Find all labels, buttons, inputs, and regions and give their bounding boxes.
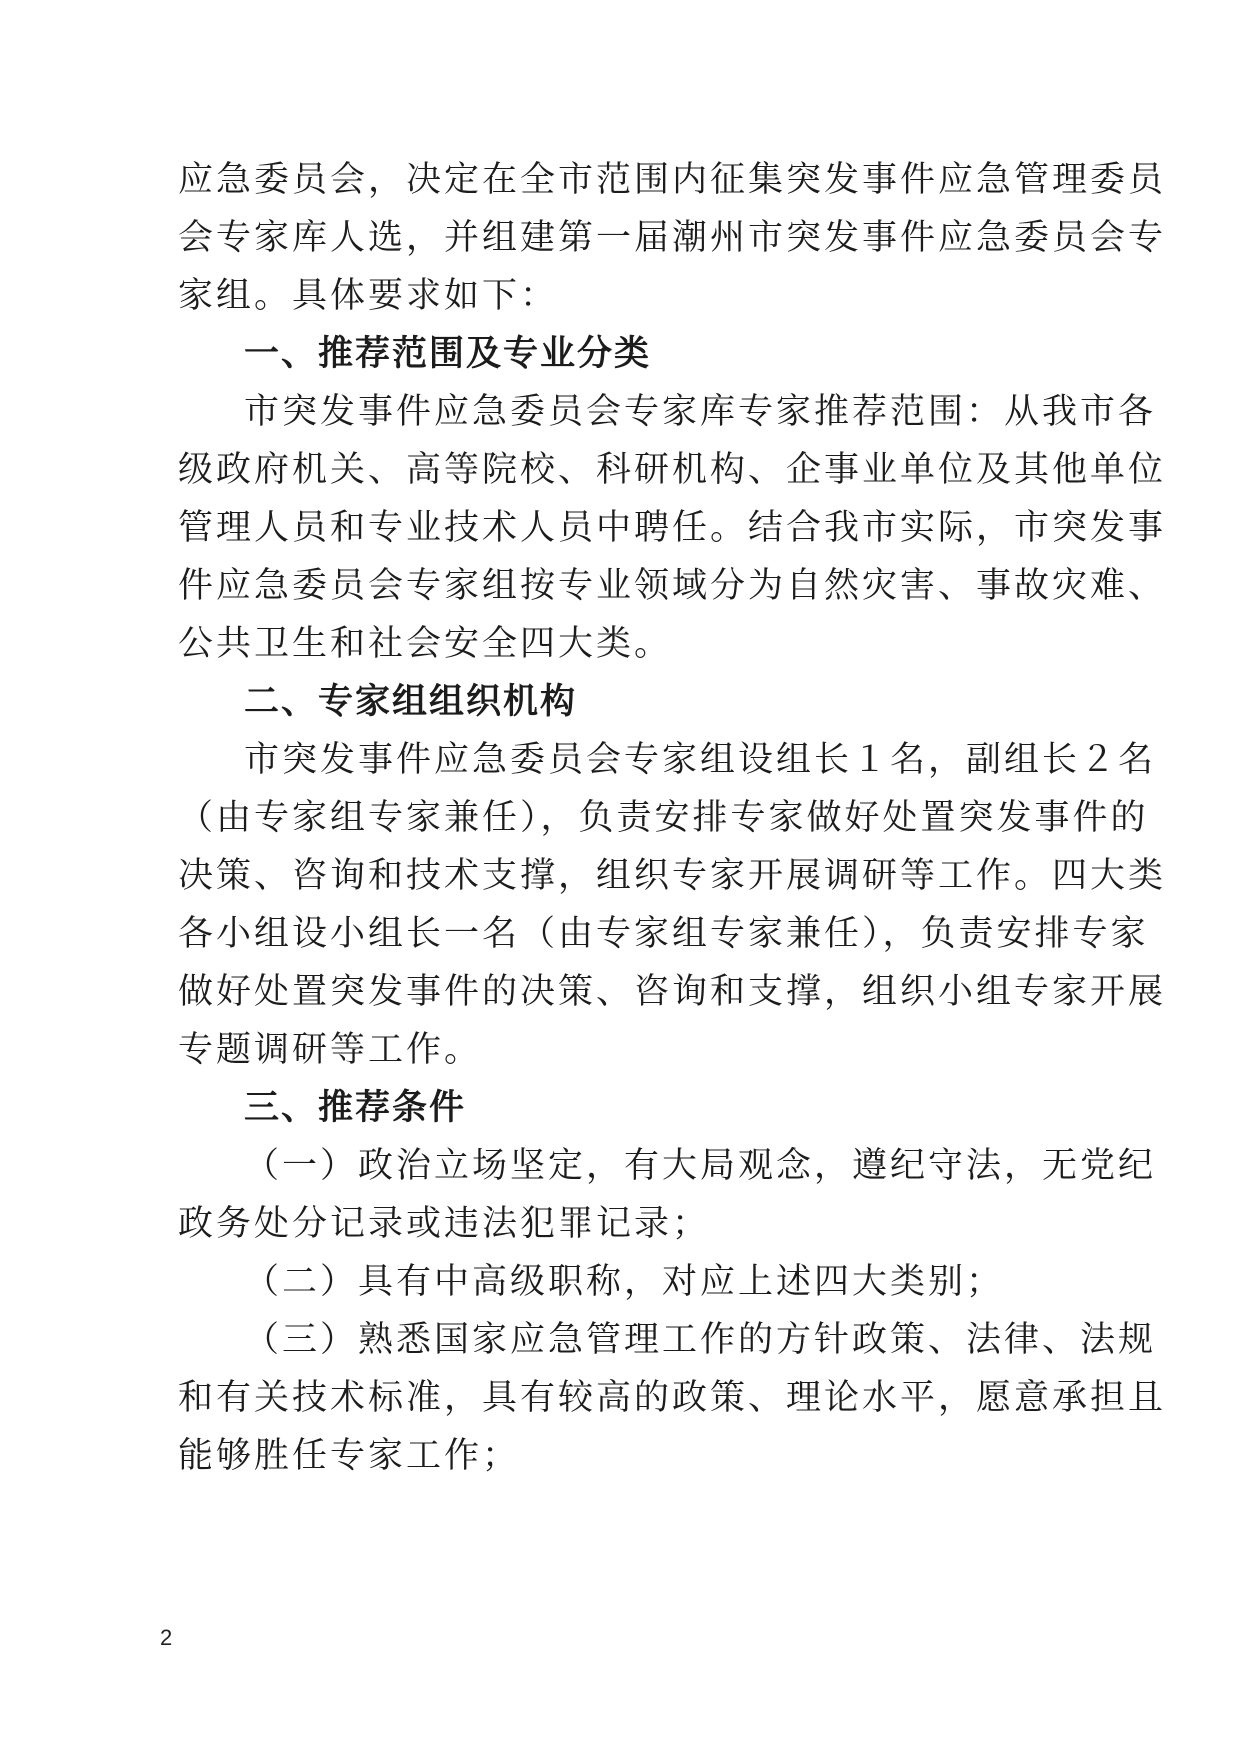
body-text-line: 和有关技术标准，具有较高的政策、理论水平，愿意承担且 [178, 1378, 1167, 1418]
body-text-line: 政务处分记录或违法犯罪记录； [178, 1204, 711, 1244]
section-heading: 三、推荐条件 [244, 1088, 467, 1128]
section-heading: 一、推荐范围及专业分类 [244, 334, 652, 374]
body-text-line: 级政府机关、高等院校、科研机构、企事业单位及其他单位 [178, 450, 1167, 490]
section-heading: 二、专家组组织机构 [244, 682, 578, 722]
body-text-line: 市突发事件应急委员会专家库专家推荐范围：从我市各 [244, 392, 1157, 432]
body-text-line: （二）具有中高级职称，对应上述四大类别； [244, 1262, 1005, 1302]
body-text-line: 做好处置突发事件的决策、咨询和支撑，组织小组专家开展 [178, 972, 1167, 1012]
body-text-line: 专题调研等工作。 [178, 1030, 483, 1070]
body-text-line: 能够胜任专家工作； [178, 1436, 521, 1476]
body-text-line: （一）政治立场坚定，有大局观念，遵纪守法，无党纪 [244, 1146, 1157, 1186]
body-text-line: （由专家组专家兼任），负责安排专家做好处置突发事件的 [178, 798, 1149, 838]
body-text-line: （三）熟悉国家应急管理工作的方针政策、法律、法规 [244, 1320, 1157, 1360]
body-text-line: 决策、咨询和技术支撑，组织专家开展调研等工作。四大类 [178, 856, 1167, 896]
body-text-line: 各小组设小组长一名（由专家组专家兼任），负责安排专家 [178, 914, 1149, 954]
body-text-line: 公共卫生和社会安全四大类。 [178, 624, 673, 664]
body-text-line: 应急委员会，决定在全市范围内征集突发事件应急管理委员 [178, 160, 1167, 200]
body-text-line: 家组。具体要求如下： [178, 276, 559, 316]
body-text-line: 管理人员和专业技术人员中聘任。结合我市实际，市突发事 [178, 508, 1167, 548]
body-text-line: 件应急委员会专家组按专业领域分为自然灾害、事故灾难、 [178, 566, 1167, 606]
body-text-line: 会专家库人选，并组建第一届潮州市突发事件应急委员会专 [178, 218, 1167, 258]
body-text-line: 市突发事件应急委员会专家组设组长１名，副组长２名 [244, 740, 1157, 780]
page-number: 2 [160, 1625, 173, 1650]
